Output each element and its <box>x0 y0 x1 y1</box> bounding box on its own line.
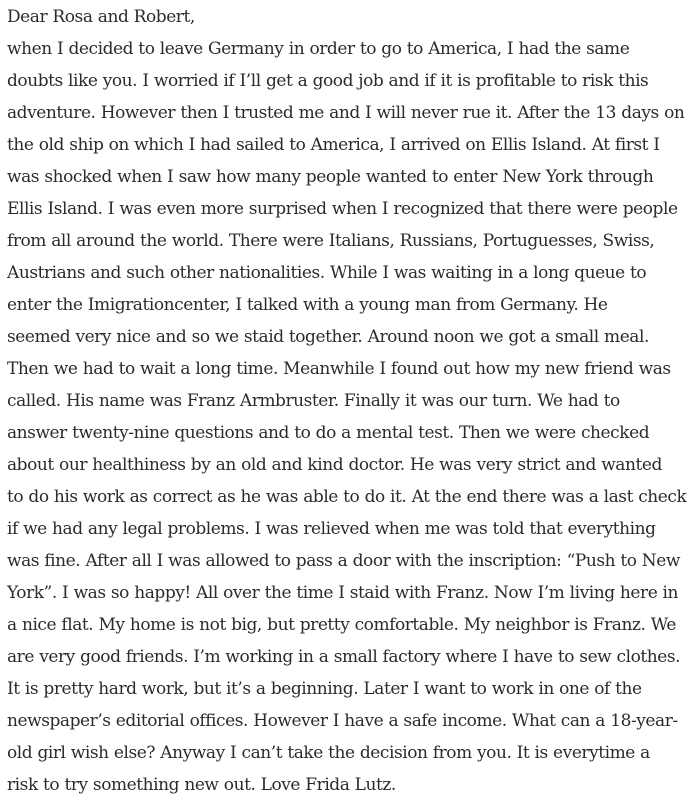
letter-line: Then we had to wait a long time. Meanwhile I found out how my new friend was <box>7 359 671 379</box>
letter-line: was fine. After all I was allowed to pass a door with the inscription: “Push to New <box>7 551 680 571</box>
letter-line: risk to try something new out. Love Frida Lutz. <box>7 775 396 795</box>
letter-line: to do his work as correct as he was able to do it. At the end there was a last check <box>7 487 687 507</box>
letter-line: enter the Imigrationcenter, I talked with a young man from Germany. He <box>7 295 608 315</box>
letter-line: adventure. However then I trusted me and I will never rue it. After the 13 days on <box>7 103 685 123</box>
letter-line: are very good friends. I’m working in a small factory where I have to sew clothes. <box>7 647 681 667</box>
letter-line: newspaper’s editorial offices. However I have a safe income. What can a 18-year- <box>7 711 678 731</box>
letter-line: seemed very nice and so we staid together. Around noon we got a small meal. <box>7 327 649 347</box>
letter-line: if we had any legal problems. I was relieved when me was told that everything <box>7 519 656 539</box>
letter-line: doubts like you. I worried if I’ll get a good job and if it is profitable to risk this <box>7 71 649 91</box>
letter-line: Austrians and such other nationalities. While I was waiting in a long queue to <box>7 263 647 283</box>
letter-line: called. His name was Franz Armbruster. Finally it was our turn. We had to <box>7 391 620 411</box>
letter-line: from all around the world. There were Italians, Russians, Portuguesses, Swiss, <box>7 231 655 251</box>
letter-line: answer twenty-nine questions and to do a mental test. Then we were checked <box>7 423 650 443</box>
letter-line: when I decided to leave Germany in order to go to America, I had the same <box>7 39 630 59</box>
letter-line: York”. I was so happy! All over the time I staid with Franz. Now I’m living here in <box>7 583 679 603</box>
letter-line: about our healthiness by an old and kind doctor. He was very strict and wanted <box>7 455 662 475</box>
letter-line: old girl wish else? Anyway I can’t take the decision from you. It is everytime a <box>7 743 650 763</box>
letter-line: a nice flat. My home is not big, but pretty comfortable. My neighbor is Franz. We <box>7 615 676 635</box>
letter-line: the old ship on which I had sailed to America, I arrived on Ellis Island. At first I <box>7 135 660 155</box>
letter-line: Ellis Island. I was even more surprised when I recognized that there were people <box>7 199 678 219</box>
letter-line: was shocked when I saw how many people wanted to enter New York through <box>7 167 654 187</box>
letter-line: It is pretty hard work, but it’s a beginning. Later I want to work in one of the <box>7 679 642 699</box>
letter-salutation: Dear Rosa and Robert, <box>7 7 195 27</box>
